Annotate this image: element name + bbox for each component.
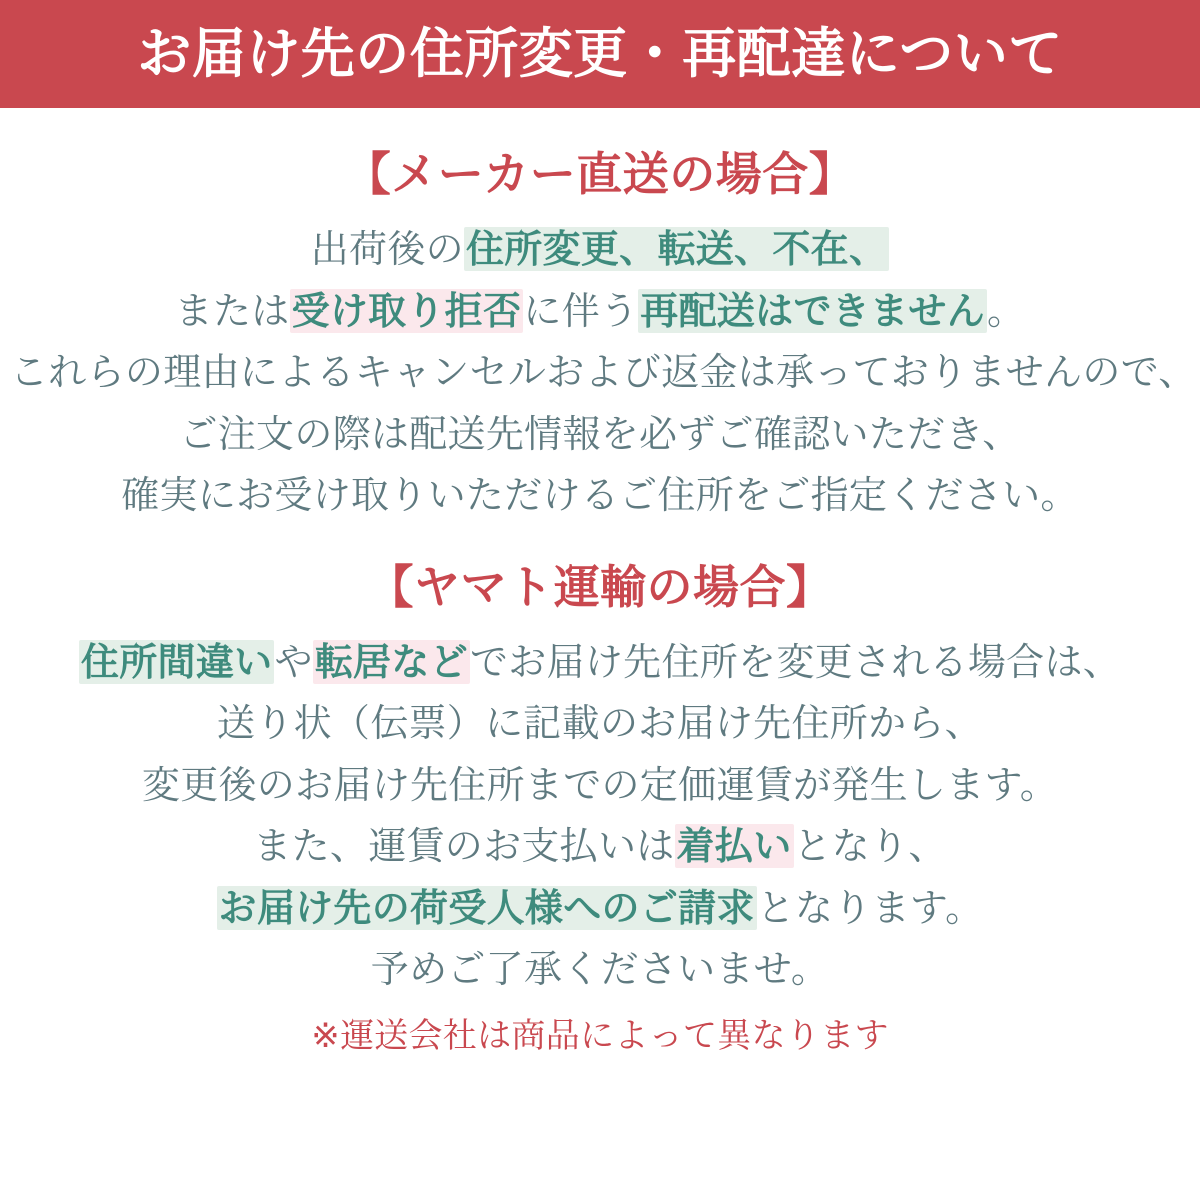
text-segment: また、運賃のお支払いは [253, 824, 675, 869]
notice-line [10, 465, 1190, 527]
section-heading-maker-direct: 【メーカー直送の場合】 [344, 147, 856, 201]
notice-line [10, 219, 1190, 281]
notice-line [10, 404, 1190, 466]
header-bar [0, 0, 1200, 108]
notice-line [10, 342, 1197, 404]
highlight-segment: 転居など [314, 639, 468, 684]
text-segment: 変更後のお届け先住所までの定価運賃が発生します。 [141, 762, 1059, 807]
text-segment: 。 [987, 288, 1026, 333]
text-segment: これらの理由によるキャンセルおよび返金は承っておりませんので、 [10, 350, 1197, 395]
notice-line [10, 632, 1190, 694]
text-segment: 送り状（伝票）に記載のお届け先住所から、 [216, 701, 983, 746]
notice-content [0, 108, 1200, 1062]
notice-line [10, 693, 1190, 755]
text-segment: または [174, 288, 290, 333]
text-segment: となります。 [756, 885, 984, 930]
highlight-segment: お届け先の荷受人様へのご請求 [218, 885, 755, 930]
highlight-segment: 住所間違い [80, 639, 273, 684]
notice-line [10, 878, 1190, 940]
text-segment: でお届け先住所を変更される場合は、 [469, 639, 1122, 684]
text-segment: 予めご了承くださいませ。 [370, 947, 830, 992]
notice-line [10, 939, 1190, 1001]
notice-line [10, 281, 1190, 343]
text-segment: ご注文の際は配送先情報を必ずご確認いただき、 [179, 411, 1021, 456]
text-segment: 確実にお受け取りいただけるご住所をご指定ください。 [121, 473, 1079, 518]
notice-line [10, 755, 1190, 817]
highlight-segment: 再配送はできません [640, 288, 985, 333]
page-title: お届け先の住所変更・再配達について [137, 22, 1063, 85]
notice-line [10, 816, 1190, 878]
footnote: ※運送会社は商品によって異なります [311, 1016, 889, 1057]
text-segment: 出荷後の [310, 227, 464, 271]
section-heading-yamato: 【ヤマト運輸の場合】 [367, 559, 833, 614]
highlight-segment: 受け取り拒否 [291, 288, 522, 333]
text-segment: や [274, 639, 313, 684]
text-segment: となり、 [793, 824, 947, 869]
highlight-segment: 住所変更、転送、不在、 [465, 227, 888, 271]
highlight-segment: 着払い [676, 824, 792, 869]
text-segment: に伴う [523, 288, 639, 333]
